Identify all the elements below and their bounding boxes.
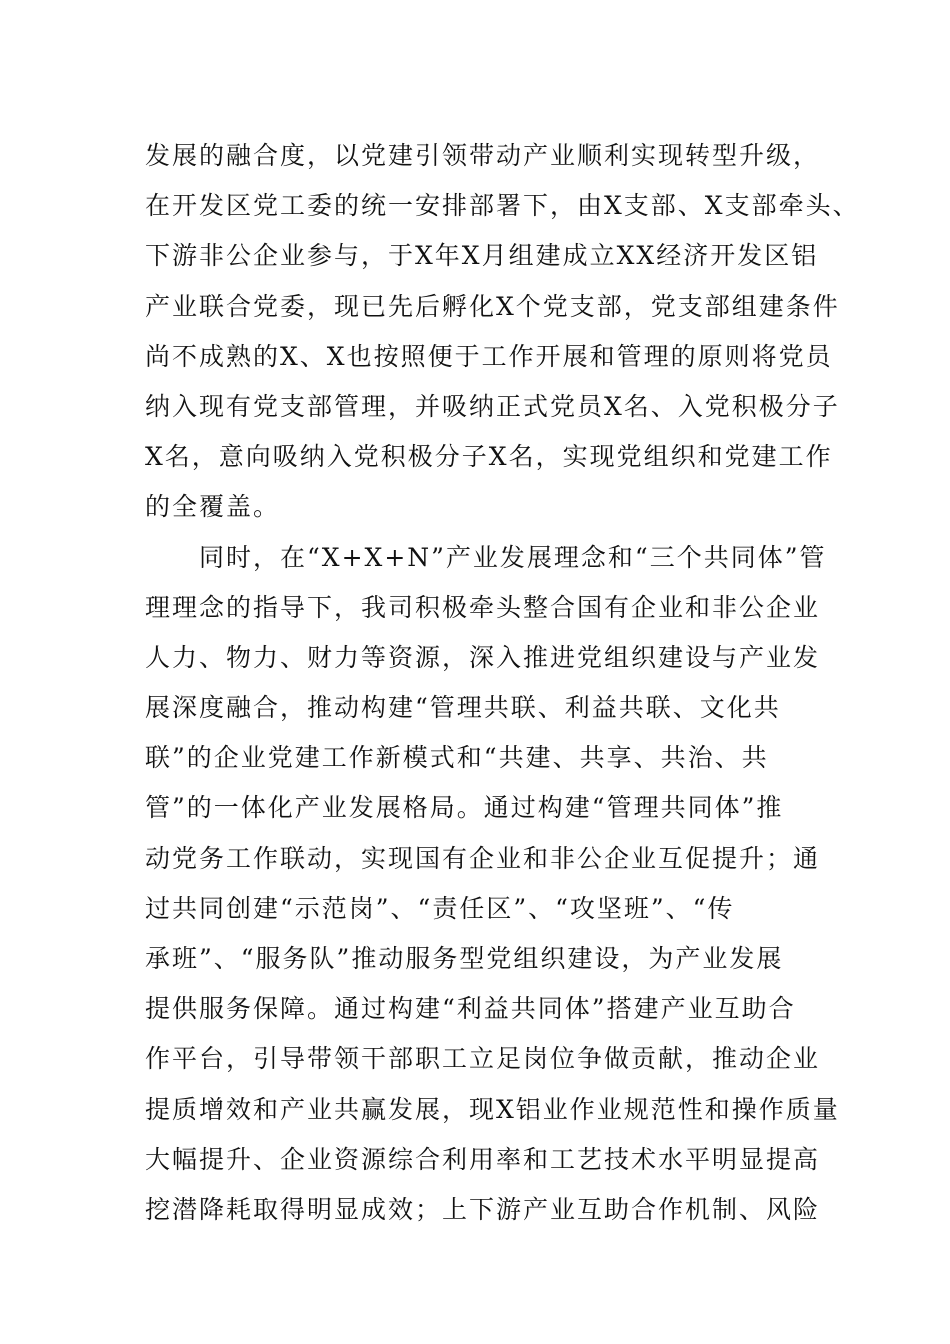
text-line: 展深度融合，推动构建“管理共联、利益共联、文化共 <box>145 693 781 723</box>
text-line: 联”的企业党建工作新模式和“共建、共享、共治、共 <box>145 743 769 773</box>
text-line: 的全覆盖。 <box>145 492 281 522</box>
text-line: X名，意向吸纳入党积极分子X名，实现党组织和党建工作 <box>145 442 833 472</box>
text-line: 理理念的指导下，我司积极牵头整合国有企业和非公企业 <box>145 592 821 622</box>
text-line: 动党务工作联动，实现国有企业和非公企业互促提升；通 <box>145 843 821 873</box>
text-line: 人力、物力、财力等资源，深入推进党组织建设与产业发 <box>145 642 821 672</box>
text-line: 同时，在“X+X+N”产业发展理念和“三个共同体”管 <box>145 542 827 572</box>
text-line: 大幅提升、企业资源综合利用率和工艺技术水平明显提高 <box>145 1144 821 1174</box>
text-line: 下游非公企业参与，于X年X月组建成立XX经济开发区铝 <box>145 241 819 271</box>
text-line: 发展的融合度，以党建引领带动产业顺利实现转型升级， <box>145 141 821 170</box>
text-line: 产业联合党委，现已先后孵化X个党支部，党支部组建条件 <box>145 291 840 321</box>
text-line: 提供服务保障。通过构建“利益共同体”搭建产业互助合 <box>145 994 796 1024</box>
text-line: 在开发区党工委的统一安排部署下，由X支部、X支部牵头、 <box>145 191 860 221</box>
text-line: 作平台，引导带领干部职工立足岗位争做贡献，推动企业 <box>145 1044 821 1074</box>
body-text <box>145 131 860 1235</box>
text-line: 提质增效和产业共赢发展，现X铝业作业规范性和操作质量 <box>145 1094 840 1124</box>
text-line: 承班”、“服务队”推动服务型党组织建设，为产业发展 <box>145 944 784 973</box>
text-line: 纳入现有党支部管理，并吸纳正式党员X名、入党积极分子 <box>145 391 840 421</box>
text-line: 挖潜降耗取得明显成效；上下游产业互助合作机制、风险 <box>145 1194 821 1224</box>
text-line: 过共同创建“示范岗”、“责任区”、“攻坚班”、“传 <box>145 893 735 923</box>
text-line: 尚不成熟的X、X也按照便于工作开展和管理的原则将党员 <box>145 341 833 371</box>
text-line: 管”的一体化产业发展格局。通过构建“管理共同体”推 <box>145 793 784 823</box>
